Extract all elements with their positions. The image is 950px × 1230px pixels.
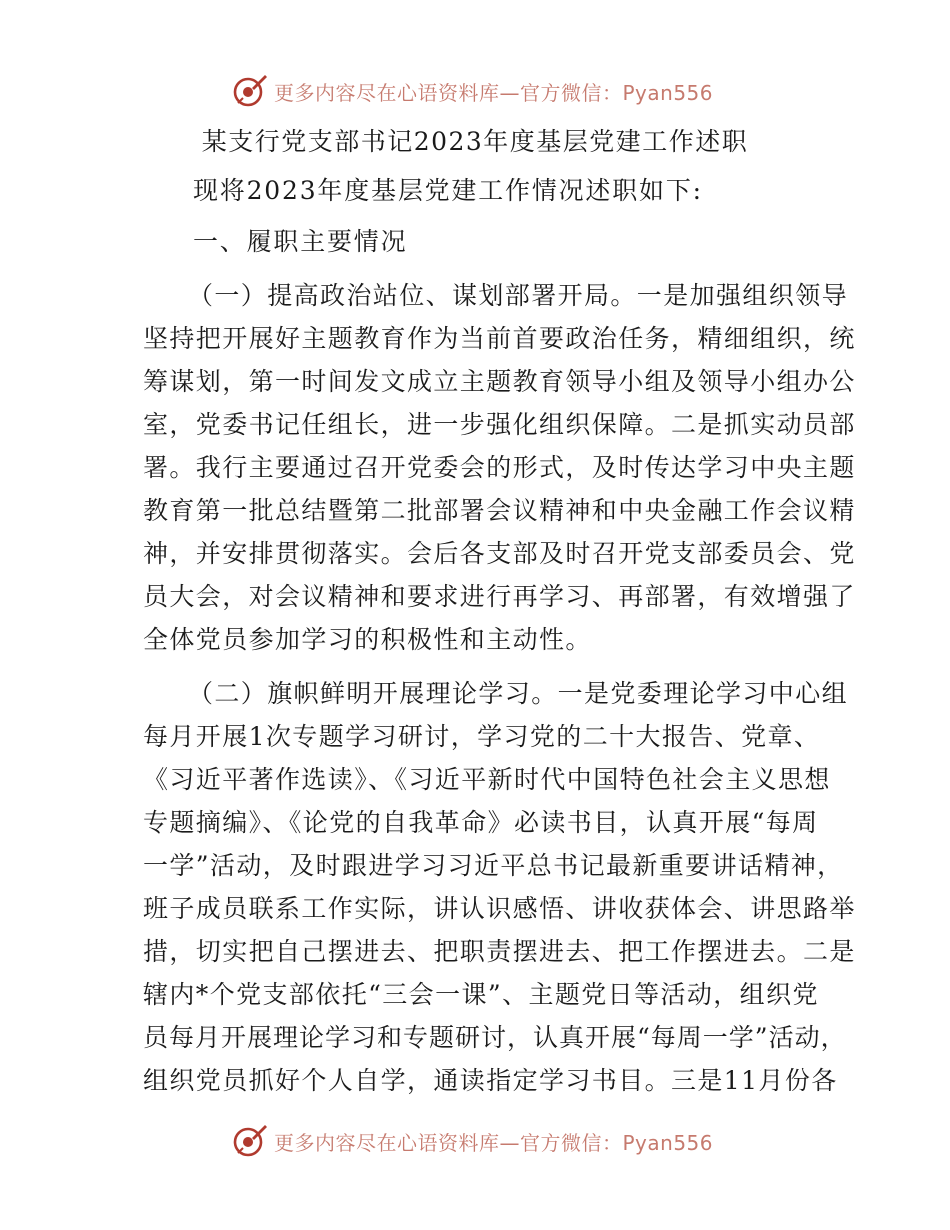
paragraph-line: 现将2023年度基层党建工作情况述职如下:: [193, 176, 703, 205]
document-title: 某支行党支部书记2023年度基层党建工作述职: [201, 127, 749, 156]
watermark-footer: [232, 1121, 713, 1161]
paragraph-line: 全体党员参加学习的积极性和主动性。: [143, 625, 592, 654]
paragraph-line: 员每月开展理论学习和专题研讨，认真开展“每周一学”活动，: [143, 1023, 847, 1052]
paragraph-line: 班子成员联系工作实际，讲认识感悟、讲收获体会、讲思路举: [143, 894, 856, 923]
paragraph-line: 辖内*个党支部依托“三会一课”、主题党日等活动，组织党: [143, 980, 819, 1009]
paragraph-line: 坚持把开展好主题教育作为当前首要政治任务，精细组织，统: [143, 324, 856, 353]
red-pen-seal-icon: [232, 73, 268, 109]
watermark-text: 更多内容尽在心语资料库—官方微信：Pyan556: [274, 1130, 714, 1155]
paragraph-line: （一）提高政治站位、谋划部署开局。一是加强组织领导: [188, 281, 849, 310]
paragraph-line: 神，并安排贯彻落实。会后各支部及时召开党支部委员会、党: [143, 539, 856, 568]
watermark-header: [232, 71, 713, 111]
section-heading: 一、履职主要情况: [193, 227, 408, 256]
watermark-text: 更多内容尽在心语资料库—官方微信：Pyan556: [274, 80, 714, 105]
paragraph-line: 措，切实把自己摆进去、把职责摆进去、把工作摆进去。二是: [143, 937, 856, 966]
paragraph-line: 组织党员抓好个人自学，通读指定学习书目。三是11月份各: [143, 1066, 838, 1095]
paragraph-line: 专题摘编》、《论党的自我革命》必读书目，认真开展“每周: [143, 808, 819, 837]
paragraph-line: 筹谋划，第一时间发文成立主题教育领导小组及领导小组办公: [143, 367, 856, 396]
red-pen-seal-icon: [232, 1123, 268, 1159]
paragraph-line: 室，党委书记任组长，进一步强化组织保障。二是抓实动员部: [143, 410, 856, 439]
paragraph-line: （二）旗帜鲜明开展理论学习。一是党委理论学习中心组: [188, 679, 849, 708]
paragraph-line: 署。我行主要通过召开党委会的形式，及时传达学习中央主题: [143, 453, 856, 482]
paragraph-line: 一学”活动，及时跟进学习习近平总书记最新重要讲话精神，: [143, 851, 844, 880]
paragraph-line: 员大会，对会议精神和要求进行再学习、再部署，有效增强了: [143, 582, 856, 611]
paragraph-line: 教育第一批总结暨第二批部署会议精神和中央金融工作会议精: [143, 496, 856, 525]
paragraph-line: 每月开展1次专题学习研讨，学习党的二十大报告、党章、: [143, 722, 821, 751]
paragraph-line: 《习近平著作选读》、《习近平新时代中国特色社会主义思想: [143, 765, 831, 794]
